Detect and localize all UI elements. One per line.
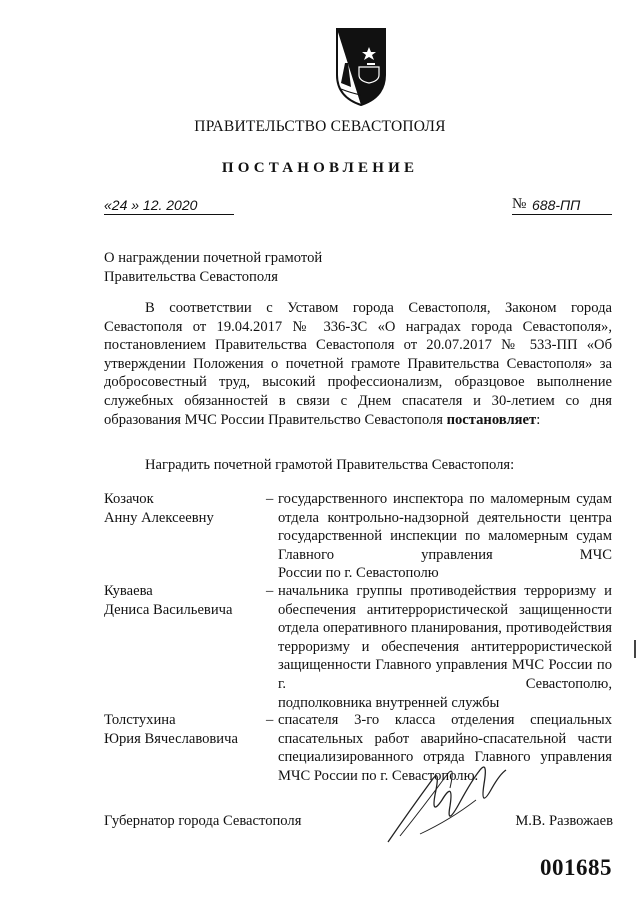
recipient-dash: – [266,583,274,599]
scan-margin-mark [634,640,636,658]
recipient-description [278,490,612,583]
recipient-given-name: Анну Алексеевну [104,509,214,526]
document-number-field [512,192,612,215]
signatory-title: Губернатор города Севастополя [104,813,302,829]
document-date-field [104,192,234,215]
recipient-dash: – [266,491,274,507]
recipient-description-last: подполковника внутренней службы [278,694,500,711]
recipient-description [278,582,612,712]
recipient-given-name: Юрия Вячеславовича [104,730,238,747]
recipient-name [104,711,264,748]
decision-suffix: : [536,411,541,428]
recipient-name [104,490,264,527]
recipient-description-main: начальника группы противодействия терроризму и обеспечения антитеррористической защищенности отдела оперативного планирования, противодействия терроризму и обеспечения антитеррористической защищенности Главного управления МЧС России по г. Севастополю, [278,583,612,692]
recipient-description-last: МЧС России по г. Севастополю. [278,767,479,784]
government-title: ПРАВИТЕЛЬСТВО СЕВАСТОПОЛЯ [194,118,446,135]
recipient-surname: Куваева [104,583,153,599]
recipient-description-main: государственного инспектора по маломерным судам отдела контрольно-надзорной деятельности центра государственной инспекции по маломерным судам Главного управления МЧС [278,491,612,563]
recipient-name [104,582,264,619]
subject-line: О награждении почетной грамотой [104,250,323,266]
number-label: № [512,196,527,212]
subject-line: Правительства Севастополя [104,268,278,285]
document-number: 688-ПП [532,197,581,213]
document-type: ПОСТАНОВЛЕНИЕ [221,160,419,176]
recipient-surname: Толстухина [104,712,176,728]
preamble-text: В соответствии с Уставом города Севастополя, Законом города Севастополя от 19.04.2017 № 336-ЗС «О наградах города Севастополя», постановлением Правительства Севастополя от 20.07.2017 № 533-ПП «Об утверждении Положения о почетной грамоте Правительства Севастополя» за добросовестный труд, высокий профессионализм, образцовое выполнение служебных обязанностей в связи с Днем спасателя и 30-летием со дня образования МЧС России Правительство Севастополя [104,300,612,428]
decision-word: постановляет [446,411,537,428]
preamble-paragraph [104,299,612,429]
recipient-dash: – [266,712,274,728]
coat-of-arms-emblem [331,23,391,109]
document-date: «24 » 12. 2020 [104,197,198,213]
recipient-description-main: спасателя 3-го класса отделения специальных спасательных работ аварийно-спасательной части специализированного отряда Главного управления [278,712,612,766]
serial-number: 001685 [540,855,612,880]
document-subject [104,249,404,286]
signatory-name: М.В. Развожаев [515,813,613,829]
recipient-given-name: Дениса Васильевича [104,601,233,618]
recipient-surname: Козачок [104,491,154,507]
handwritten-signature [380,740,510,850]
recipient-description-last: России по г. Севастополю [278,565,439,582]
award-intro: Наградить почетной грамотой Правительства Севастополя: [145,457,515,473]
